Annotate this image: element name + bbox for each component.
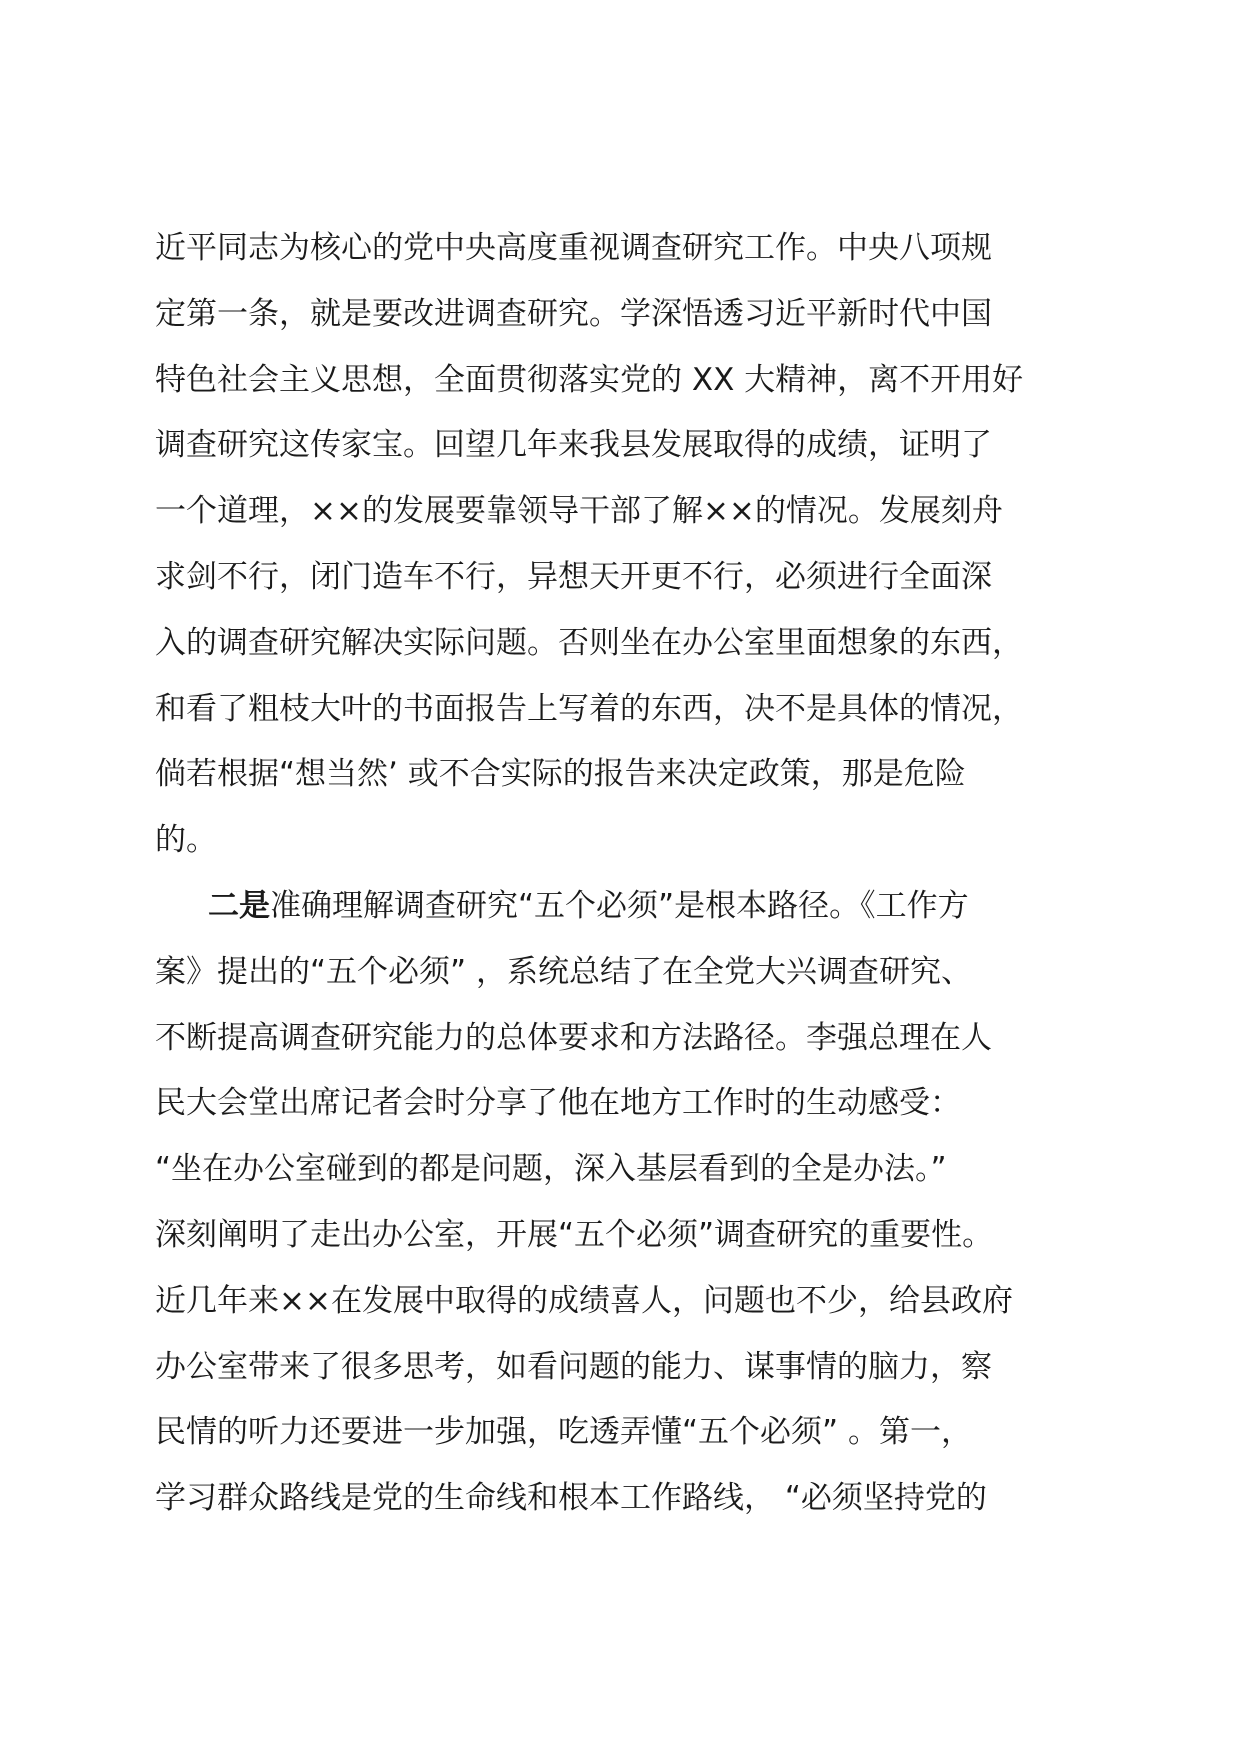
paragraph-line: 深刻阐明了走出办公室，开展“五个必须”调查研究的重要性。 [155,1216,994,1253]
paragraph-line: 近几年来××在发展中取得的成绩喜人，问题也不少，给县政府 [155,1282,1013,1319]
paragraph-line: 特色社会主义思想，全面贯彻落实党的 XX 大精神，离不开用好 [155,361,1024,398]
paragraph-line: 入的调查研究解决实际问题。否则坐在办公室里面想象的东西， [155,624,1023,661]
paragraph-first-line [155,874,1085,940]
paragraph-line: 近平同志为核心的党中央高度重视调查研究工作。中央八项规 [155,230,992,266]
paragraph-line: 案》提出的“五个必须” ，系统总结了在全党大兴调查研究、 [155,953,972,990]
paragraph-line: “坐在办公室碰到的都是问题，深入基层看到的全是办法。” [155,1151,947,1188]
paragraph-line: 一个道理，××的发展要靠领导干部了解××的情况。发展刻舟 [155,493,1003,530]
paragraph-line: 定第一条，就是要改进调查研究。学深悟透习近平新时代中国 [155,295,992,332]
paragraph-line: 的。 [155,822,217,859]
paragraph-line: 不断提高调查研究能力的总体要求和方法路径。李强总理在人 [155,1019,992,1056]
paragraph-lead-bold: 二是 [208,887,270,924]
body-text [155,216,1085,1532]
paragraph-line: 民大会堂出席记者会时分享了他在地方工作时的生动感受： [155,1085,961,1122]
paragraph-line: 调查研究这传家宝。回望几年来我县发展取得的成绩，证明了 [155,427,992,464]
paragraph-first-line-text: 准确理解调查研究“五个必须”是根本路径。《工作方 [270,887,969,924]
paragraph-line: 学习群众路线是党的生命线和根本工作路线， “必须坚持党的 [155,1480,987,1517]
paragraph-line: 倘若根据“想当然’ 或不合实际的报告来决定政策，那是危险 [155,756,966,793]
paragraph-1 [155,216,1085,874]
paragraph-line: 求剑不行，闭门造车不行，异想天开更不行，必须进行全面深 [155,558,992,595]
paragraph-line: 办公室带来了很多思考，如看问题的能力、谋事情的脑力，察 [155,1348,992,1385]
paragraph-line: 民情的听力还要进一步加强，吃透弄懂“五个必须” 。第一， [155,1414,972,1451]
paragraph-2 [155,874,1085,1532]
paragraph-line: 和看了粗枝大叶的书面报告上写着的东西，决不是具体的情况， [155,690,1023,727]
